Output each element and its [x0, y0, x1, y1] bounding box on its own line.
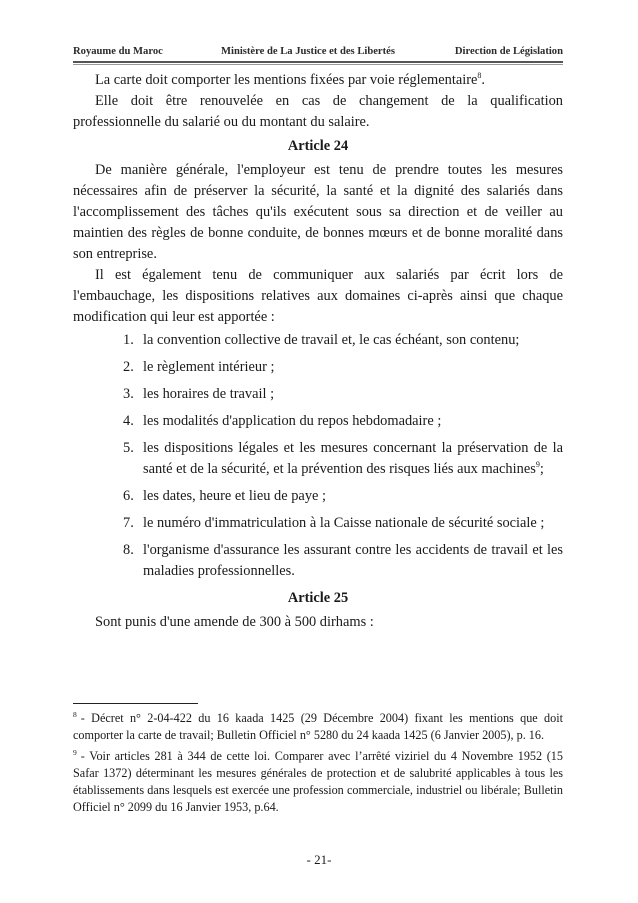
- list-item-number: 8.: [123, 542, 134, 558]
- list-item-text: les horaires de travail ;: [143, 386, 275, 402]
- list-item: [123, 330, 563, 351]
- footnote-text: - Voir articles 281 à 344 de cette loi. Comparer avec l’arrêté viziriel du 4 Novembre 1952 (15 Safar 1372) déterminant les mesures générales de protection et de salubrité applicables à tous les établissements dans lesquels est exercée une profession commerciale, industriel ou libérale; Bulletin Officiel n° 2099 du 16 Janvier 1953, p.64.: [73, 749, 563, 814]
- footnote-9: [73, 748, 563, 816]
- header-left: Royaume du Maroc: [73, 46, 163, 57]
- list-item-text: les dispositions légales et les mesures concernant la préservation de la santé et de la sécurité, et la prévention des risques liés aux machines: [143, 440, 563, 477]
- footnote-ref-8[interactable]: 8: [477, 71, 482, 81]
- footnote-8: [73, 710, 563, 744]
- list-item-number: 7.: [123, 515, 134, 531]
- article-24-paragraph-2: Il est également tenu de communiquer aux salariés par écrit lors de l'embauchage, les dispositions relatives aux domaines ci-après ainsi que chaque modification qui leur est apportée :: [73, 267, 563, 325]
- list-item-text: les dates, heure et lieu de paye ;: [143, 488, 327, 504]
- header-rule: [73, 61, 563, 63]
- list-item-number: 6.: [123, 488, 134, 504]
- footnote-mark: 8: [73, 709, 77, 719]
- intro-paragraph-1: La carte doit comporter les mentions fixées par voie réglementaire$^8$.: [95, 71, 486, 88]
- footnote-mark: 9: [73, 747, 77, 757]
- article-24-list: [73, 330, 563, 582]
- header-rule-thin: [73, 64, 563, 65]
- footnote-text: - Décret n° 2-04-422 du 16 kaada 1425 (29 Décembre 2004) fixant les mentions que doit comporter la carte de travail; Bulletin Officiel n° 5280 du 24 kaada 1425 (6 Janvier 2005), p. 16.: [73, 711, 563, 742]
- list-item-text: l'organisme d'assurance les assurant contre les accidents de travail et les maladies professionnelles.: [143, 542, 563, 579]
- list-item: [123, 438, 563, 480]
- main-text: [73, 70, 563, 633]
- list-item-number: 4.: [123, 413, 134, 429]
- list-item-suffix: ;: [539, 461, 544, 477]
- list-item-number: 3.: [123, 386, 134, 402]
- footnote-separator: [73, 703, 198, 704]
- intro-paragraph-2: Elle doit être renouvelée en cas de changement de la qualification professionnelle du salarié ou du montant du salaire.: [73, 93, 563, 130]
- list-item: [123, 540, 563, 582]
- page-number: - 21-: [306, 852, 332, 867]
- article-24-title: Article 24: [287, 138, 349, 154]
- list-item-text: le règlement intérieur ;: [143, 359, 275, 375]
- list-item-number: 5.: [123, 440, 134, 456]
- list-item: [123, 357, 563, 378]
- list-item: [123, 513, 563, 534]
- footnotes: [73, 710, 563, 820]
- list-item-text: les modalités d'application du repos hebdomadaire ;: [143, 413, 442, 429]
- running-header: [73, 46, 563, 60]
- list-item-number: 1.: [123, 332, 134, 348]
- article-25-title: Article 25: [287, 590, 349, 606]
- header-right: Direction de Législation: [454, 46, 563, 57]
- header-center: Ministère de La Justice et des Libertés: [221, 46, 395, 57]
- intro-p1-text: La carte doit comporter les mentions fixées par voie réglementaire: [95, 72, 478, 88]
- article-24-paragraph-1: De manière générale, l'employeur est tenu de prendre toutes les mesures nécessaires afin de préserver la sécurité, la santé et la dignité des salariés dans l'accomplissement des tâches qu'ils exécutent sous sa direction et de veiller au maintien des règles de bonne conduite, de bonnes mœurs et de bonne moralité dans son entreprise.: [73, 162, 563, 262]
- list-item-text: le numéro d'immatriculation à la Caisse nationale de sécurité sociale ;: [143, 515, 545, 531]
- footnote-ref-9[interactable]: 9: [535, 460, 540, 470]
- list-item-text: la convention collective de travail et, le cas échéant, son contenu;: [143, 332, 520, 348]
- article-25-paragraph-1: Sont punis d'une amende de 300 à 500 dirhams :: [95, 614, 374, 630]
- list-item: [123, 411, 563, 432]
- list-item: [123, 384, 563, 405]
- list-item-number: 2.: [123, 359, 134, 375]
- list-item: [123, 486, 563, 507]
